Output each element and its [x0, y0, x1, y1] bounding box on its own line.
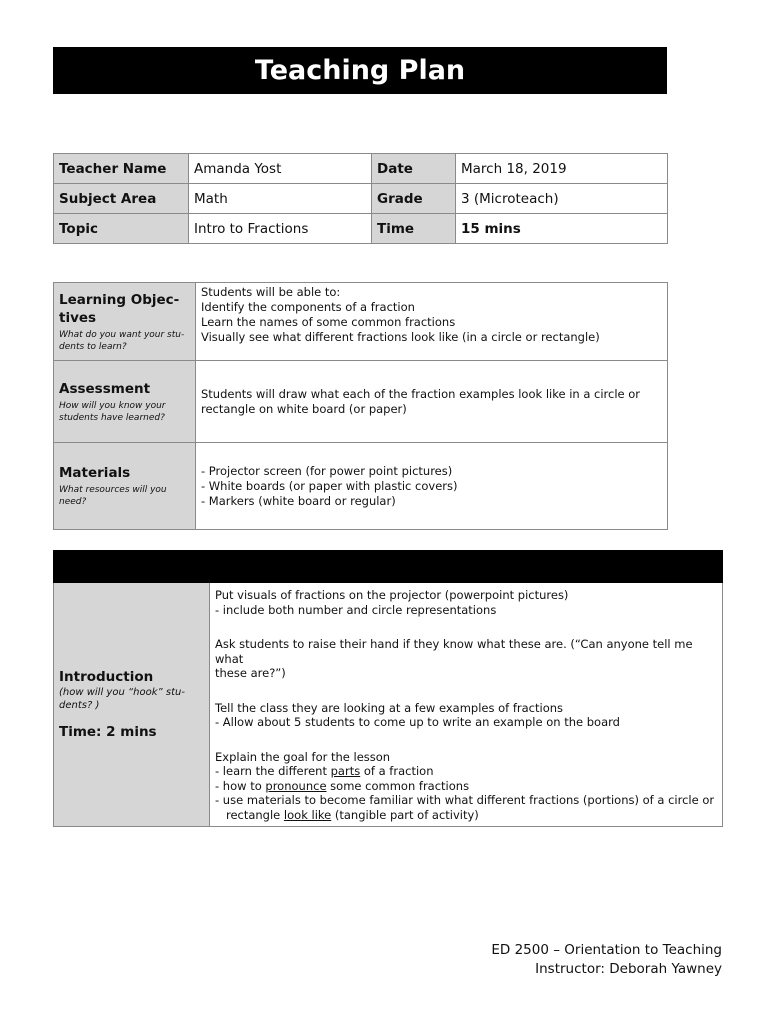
- materials-text: - Projector screen (for power point pictures) - White boards (or paper with plastic covers) - Markers (white board or regular): [196, 443, 668, 530]
- grade-label: Grade: [372, 184, 456, 214]
- goal-item: - learn the different parts of a fraction: [215, 764, 434, 778]
- table-row: [54, 583, 723, 827]
- objectives-text: Students will be able to: Identify the components of a fraction Learn the names of some common fractions Visually see what different fractions look like (in a circle or rectangle): [196, 283, 668, 361]
- table-row: [54, 283, 668, 361]
- assessment-text: Students will draw what each of the fraction examples look like in a circle or rectangle on white board (or paper): [196, 361, 668, 443]
- objectives-table: [53, 282, 668, 530]
- header-cell: [54, 551, 210, 583]
- topic-label: Topic: [54, 214, 189, 244]
- assessment-label-cell: [54, 361, 196, 443]
- table-row: [54, 184, 668, 214]
- introduction-heading: Introduction: [59, 669, 154, 685]
- goal-item-cont: rectangle look like (tangible part of activity): [215, 807, 479, 822]
- introduction-prompt: (how will you “hook” stu- dents? ): [59, 687, 185, 711]
- header-cell: [210, 551, 723, 583]
- date-label: Date: [372, 154, 456, 184]
- table-row: [54, 214, 668, 244]
- introduction-time: Time: 2 mins: [59, 724, 157, 740]
- introduction-label-cell: [54, 583, 210, 827]
- assessment-heading: Assessment: [59, 380, 151, 397]
- subject-value: Math: [189, 184, 372, 214]
- objectives-heading: Learning Objec- tives: [59, 291, 180, 326]
- introduction-text: Put visuals of fractions on the projector (powerpoint pictures) - include both number and circle representations Ask students to raise their hand if they know what these are. (“Can anyone tell me what these are?”) Tell the class they are looking at a few examples of fractions - Allow about 5 students to come up to write an example on the board Explain the goal for the lesson - learn the different parts of a fraction - how to pronounce some common fractions - use materials to become familiar with what different fractions (portions) of a circle or rectangle look like (tangible part of activity): [210, 583, 723, 827]
- time-label: Time: [372, 214, 456, 244]
- procedure-header-row: [54, 551, 723, 583]
- table-row: [54, 154, 668, 184]
- grade-value: 3 (Microteach): [456, 184, 668, 214]
- info-table: [53, 153, 668, 244]
- procedure-table: [53, 550, 723, 827]
- materials-prompt: What resources will you need?: [59, 485, 167, 507]
- materials-label-cell: [54, 443, 196, 530]
- assessment-prompt: How will you know your students have learned?: [59, 400, 166, 423]
- footer: [491, 941, 722, 979]
- time-value: 15 mins: [456, 214, 668, 244]
- teacher-value: Amanda Yost: [189, 154, 372, 184]
- objectives-label-cell: [54, 283, 196, 361]
- objectives-prompt: What do you want your stu- dents to learn?: [59, 329, 185, 352]
- course-name: ED 2500 – Orientation to Teaching: [491, 942, 722, 958]
- table-row: [54, 361, 668, 443]
- subject-label: Subject Area: [54, 184, 189, 214]
- topic-value: Intro to Fractions: [189, 214, 372, 244]
- goal-item: - use materials to become familiar with what different fractions (portions) of a circle or: [215, 793, 715, 807]
- teacher-label: Teacher Name: [54, 154, 189, 184]
- materials-heading: Materials: [59, 465, 131, 481]
- table-row: [54, 443, 668, 530]
- page-title: Teaching Plan: [53, 47, 667, 94]
- goal-item: - how to pronounce some common fractions: [215, 778, 470, 793]
- date-value: March 18, 2019: [456, 154, 668, 184]
- instructor-name: Instructor: Deborah Yawney: [535, 961, 722, 977]
